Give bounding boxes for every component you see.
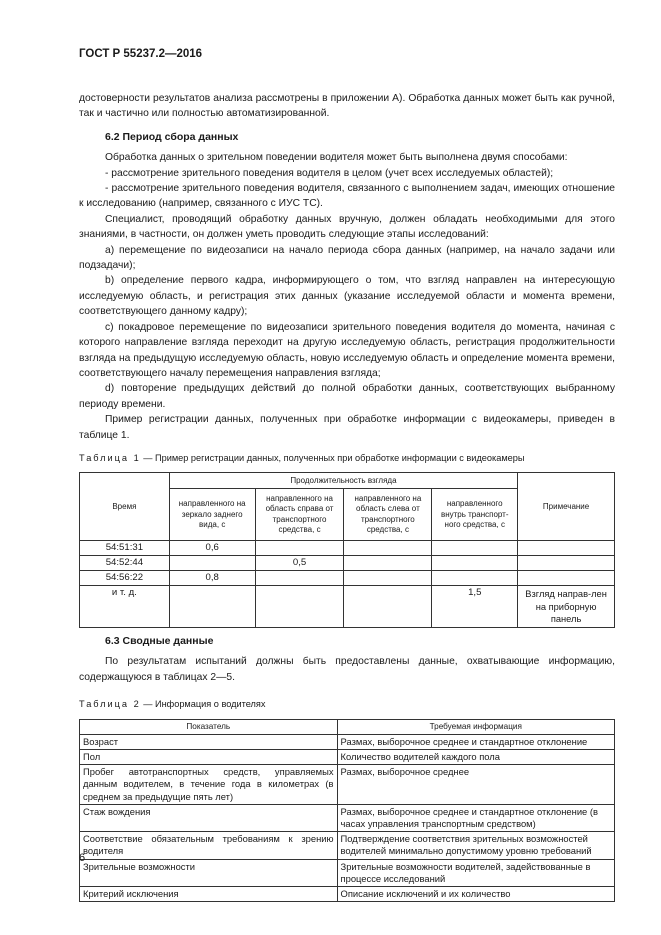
- table-cell: Критерий исключения: [80, 887, 338, 902]
- table-cell: Стаж вождения: [80, 804, 338, 831]
- table-cell: Подтверждение соответствия зрительных возможностей водителей минимально допустимому уровню требований: [337, 832, 614, 859]
- paragraph: Обработка данных о зрительном поведении водителя может быть выполнена двумя способами:: [105, 152, 568, 164]
- table-cell: Возраст: [80, 734, 338, 749]
- table1-header-duration: Продолжительность взгляда: [169, 473, 517, 489]
- list-item: а) перемещение по видеозаписи на начало периода сбора данных (например, на начало задачи или подзадачи);: [79, 244, 615, 272]
- table-cell: и т. д.: [80, 586, 170, 628]
- table-cell: Размах, выборочное среднее и стандартное отклонение (в часах управления транспортным средством): [337, 804, 614, 831]
- intro-paragraph: достоверности результатов анализа рассмотрены в приложении А). Обработка данных может быть как ручной, так и частично или полностью автоматизированной.: [79, 93, 615, 120]
- table1-header-time: Время: [80, 473, 170, 541]
- table2-header-required: Требуемая информация: [337, 719, 614, 734]
- table-cell: [518, 556, 615, 571]
- table-cell: [344, 586, 432, 628]
- list-item: - рассмотрение зрительного поведения водителя в целом (учет всех исследуемых областей);: [105, 167, 554, 179]
- table-row: [80, 832, 615, 859]
- paragraph: Пример регистрации данных, полученных при обработке информации с видеокамеры, приведен в таблице 1.: [79, 414, 615, 441]
- table1-header-right: направленного на область справа от транспортного средства, с: [255, 489, 344, 541]
- table-cell: [169, 586, 255, 628]
- table-row: [80, 887, 615, 902]
- table-row: [80, 541, 615, 556]
- list-item: b) определение первого кадра, информирующего о том, что взгляд направлен на интересующую исследуемую область, и регистрация этих данных (указание исследуемой области и момента времени, соответствующего данному кадру);: [79, 275, 615, 318]
- table-cell: Зрительные возможности водителей, задействованные в процессе исследований: [337, 859, 614, 886]
- table-cell: [255, 571, 344, 586]
- table-cell: 54:52:44: [80, 556, 170, 571]
- table-row: [80, 571, 615, 586]
- table-cell: [432, 541, 518, 556]
- table2-header-indicator: Показатель: [80, 719, 338, 734]
- table-cell: [518, 541, 615, 556]
- table-cell: [344, 571, 432, 586]
- table2-driver-info: [79, 719, 615, 903]
- table-cell: Взгляд направ-лен на приборную панель: [518, 586, 615, 628]
- table-cell: Пол: [80, 749, 338, 764]
- table-row: [80, 859, 615, 886]
- table1-header-left: направленного на область слева от транспортного средства, с: [344, 489, 432, 541]
- table-cell: Размах, выборочное среднее и стандартное отклонение: [337, 734, 614, 749]
- table-cell: [255, 586, 344, 628]
- table-row: [80, 749, 615, 764]
- table-cell: Соответствие обязательным требованиям к зрению водителя: [80, 832, 338, 859]
- table-cell: Размах, выборочное среднее: [337, 765, 614, 805]
- table-row: [80, 804, 615, 831]
- table-row: [80, 765, 615, 805]
- document-body: [79, 91, 615, 902]
- table-row: [80, 734, 615, 749]
- table-row: [80, 556, 615, 571]
- table-cell: Зрительные возможности: [80, 859, 338, 886]
- table1-caption-label: Таблица 1: [79, 452, 141, 463]
- list-item: d) повторение предыдущих действий до полной обработки данных, соответствующих выбранному периоду времени.: [79, 383, 615, 410]
- table1-header-inside: направленного внутрь транспорт-ного средства, с: [432, 489, 518, 541]
- table2-caption: [79, 697, 615, 712]
- list-item: с) покадровое перемещение по видеозаписи зрительного поведения водителя до момента, начиная с которого направление взгляда переходит на другую исследуемую область, регистрация продолжительности взгляда на предыдущую исследуемую область, новую исследуемую область и определение момента времени, соответствующего началу перемещения направления взгляда;: [79, 321, 615, 379]
- table-cell: Описание исключений и их количество: [337, 887, 614, 902]
- table-cell: 54:51:31: [80, 541, 170, 556]
- table-cell: Пробег автотранспортных средств, управляемых данным водителем, в течение года в километрах (в среднем за предыдущие пять лет): [80, 765, 338, 805]
- table2-caption-label: Таблица 2: [79, 699, 141, 710]
- table1-caption: [79, 451, 615, 466]
- paragraph: По результатам испытаний должны быть предоставлены данные, охватывающие информацию, содержащуюся в таблицах 2—5.: [79, 656, 615, 683]
- list-item: - рассмотрение зрительного поведения водителя, связанного с выполнением задач, имеющих отношение к исследованию (например, связанного с ИУС ТС).: [79, 183, 615, 210]
- table-cell: [169, 556, 255, 571]
- table1-caption-text: — Пример регистрации данных, полученных при обработке информации с видеокамеры: [140, 452, 525, 463]
- table-cell: [344, 541, 432, 556]
- paragraph: Специалист, проводящий обработку данных вручную, должен обладать необходимыми для этого знаниями, в частности, он должен уметь проводить следующие этапы исследований:: [79, 213, 615, 241]
- table-cell: [255, 541, 344, 556]
- table-cell: [518, 571, 615, 586]
- table-cell: [432, 571, 518, 586]
- table-cell: 0,8: [169, 571, 255, 586]
- table-cell: 0,6: [169, 541, 255, 556]
- section-heading-6-2: 6.2 Период сбора данных: [105, 130, 239, 143]
- table2-caption-text: — Информация о водителях: [140, 699, 266, 710]
- page-number: 6: [79, 852, 86, 864]
- table1-header-note: Примечание: [518, 473, 615, 541]
- table-cell: 54:56:22: [80, 571, 170, 586]
- table-cell: Количество водителей каждого пола: [337, 749, 614, 764]
- table-cell: [344, 556, 432, 571]
- table-row: [80, 586, 615, 628]
- table-cell: [432, 556, 518, 571]
- table1-header-mirror: направленного на зеркало заднего вида, с: [169, 489, 255, 541]
- table1-gaze-registration: [79, 472, 615, 628]
- table-cell: 1,5: [432, 586, 518, 628]
- document-header: ГОСТ Р 55237.2—2016: [79, 48, 203, 60]
- table-cell: 0,5: [255, 556, 344, 571]
- section-heading-6-3: 6.3 Сводные данные: [105, 634, 214, 647]
